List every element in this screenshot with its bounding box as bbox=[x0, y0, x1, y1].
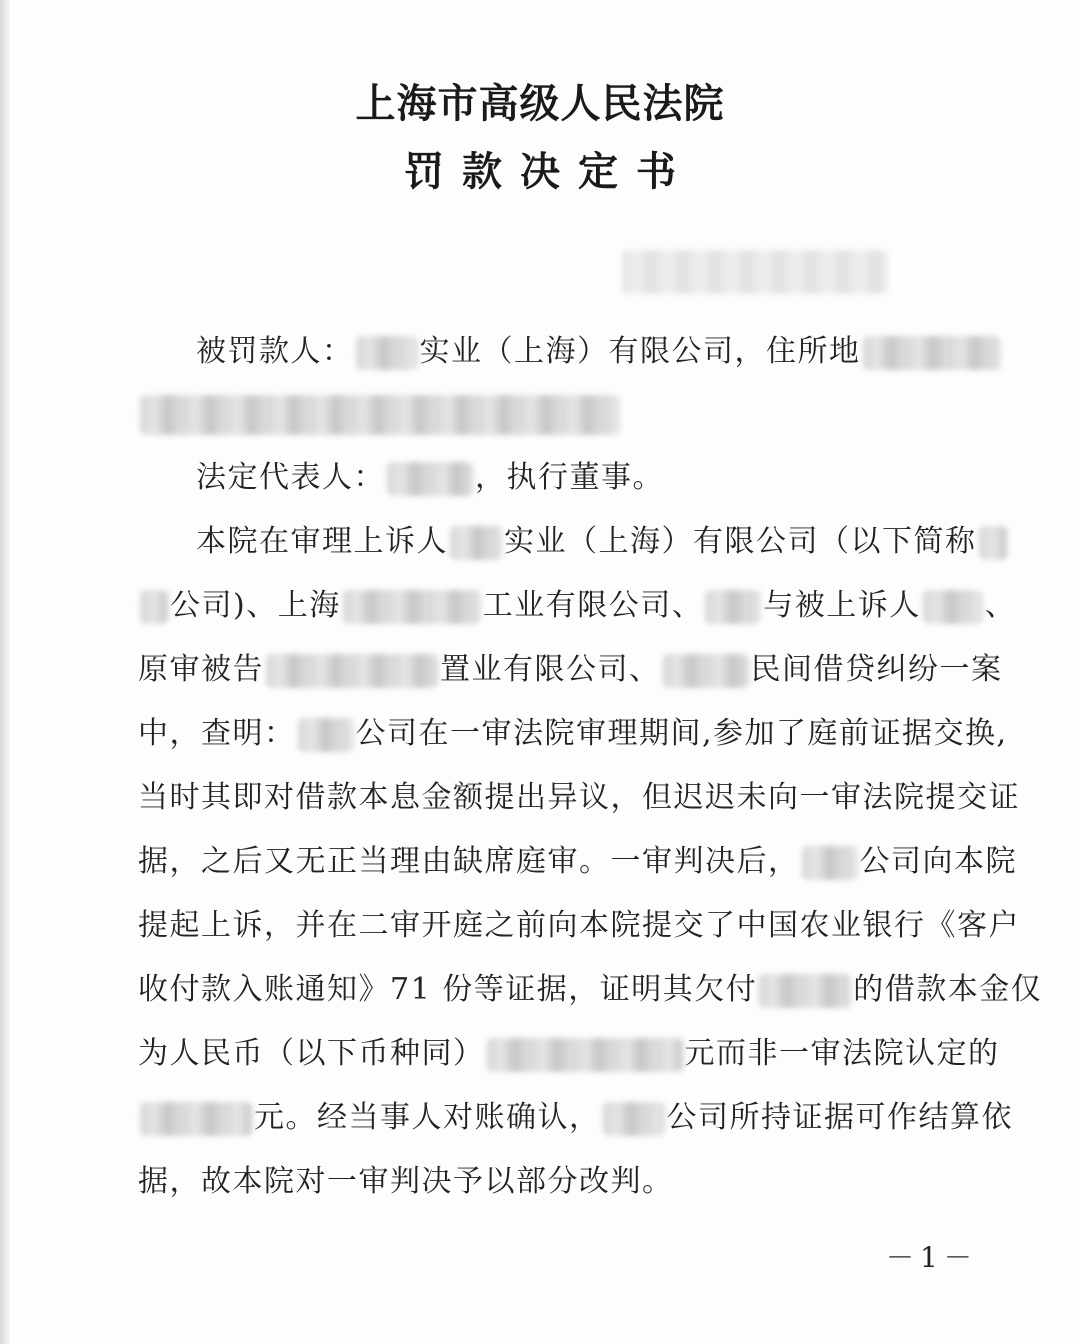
redacted-text bbox=[140, 395, 620, 435]
redacted-text bbox=[450, 526, 502, 560]
redacted-text bbox=[487, 1038, 683, 1072]
text-segment: 提起上诉，并在二审开庭之前向本院提交了中国农业银行《客户 bbox=[138, 908, 1020, 943]
body-line bbox=[138, 904, 1020, 948]
text-segment: 实业（上海）有限公司（以下简称 bbox=[504, 524, 977, 559]
text-segment: 中，查明： bbox=[138, 716, 296, 751]
body-line bbox=[138, 712, 1008, 756]
body-line bbox=[138, 840, 1017, 884]
line-penalized-party bbox=[196, 330, 956, 374]
text-segment: 收付款入账通知》71 份等证据，证明其欠付 bbox=[138, 972, 758, 1007]
body-line bbox=[138, 968, 1043, 1012]
line-legal-representative bbox=[196, 456, 956, 500]
redacted-text bbox=[663, 654, 749, 688]
redacted-text bbox=[863, 336, 1001, 370]
redacted-text bbox=[387, 462, 473, 496]
text-segment: 原审被告 bbox=[138, 652, 264, 687]
body-line bbox=[138, 648, 1003, 692]
page-number: －1－ bbox=[886, 1241, 978, 1274]
redacted-text bbox=[705, 590, 761, 624]
text-segment: ，执行董事。 bbox=[475, 460, 664, 495]
text-segment: 为人民币（以下币种同） bbox=[138, 1036, 485, 1071]
redacted-text bbox=[140, 590, 168, 624]
redacted-text bbox=[298, 718, 354, 752]
text-segment: 当时其即对借款本息金额提出异议，但迟迟未向一审法院提交证 bbox=[138, 780, 1020, 815]
body-line bbox=[138, 1096, 1013, 1140]
redacted-text bbox=[356, 336, 418, 370]
body-line bbox=[196, 520, 977, 564]
text-segment: 工业有限公司、 bbox=[482, 588, 704, 623]
redacted-text bbox=[140, 1102, 252, 1136]
text-segment: 被罚款人： bbox=[196, 334, 354, 369]
line-address-redacted bbox=[138, 392, 958, 436]
redacted-text bbox=[266, 654, 438, 688]
text-segment: 民间借贷纠纷一案 bbox=[750, 652, 1003, 687]
text-segment: 公司向本院 bbox=[859, 844, 1017, 879]
redacted-text bbox=[979, 526, 1007, 560]
redacted-text bbox=[923, 590, 983, 624]
text-segment: 公司)、上海 bbox=[170, 588, 341, 623]
text-segment: 公司所持证据可作结算依 bbox=[666, 1100, 1013, 1135]
redacted-text bbox=[759, 974, 851, 1008]
text-segment: 置业有限公司、 bbox=[440, 652, 661, 687]
page-binding-edge bbox=[0, 0, 10, 1344]
body-line bbox=[138, 1032, 1000, 1076]
text-segment: 元而非一审法院认定的 bbox=[684, 1036, 1000, 1071]
text-segment: 与被上诉人 bbox=[763, 588, 921, 623]
text-segment: 的借款本金仅 bbox=[853, 972, 1043, 1007]
document-title: 罚款决定书 bbox=[404, 148, 694, 195]
body-line bbox=[138, 776, 1020, 820]
text-segment: 元。经当事人对账确认， bbox=[254, 1100, 601, 1135]
text-segment: 据，故本院对一审判决予以部分改判。 bbox=[138, 1164, 674, 1199]
text-segment: 本院在审理上诉人 bbox=[196, 524, 448, 559]
text-segment: 公司在一审法院审理期间,参加了庭前证据交换, bbox=[355, 716, 1008, 751]
redacted-case-number bbox=[620, 250, 890, 300]
text-segment: 、 bbox=[984, 588, 1017, 623]
redacted-text bbox=[343, 590, 481, 624]
court-name: 上海市高级人民法院 bbox=[355, 80, 725, 127]
redacted-text bbox=[802, 846, 858, 880]
text-segment: 法定代表人： bbox=[196, 460, 385, 495]
redacted-text bbox=[603, 1102, 665, 1136]
body-line bbox=[138, 1160, 958, 1204]
body-line bbox=[138, 584, 1017, 628]
text-segment: 据，之后又无正当理由缺席庭审。一审判决后， bbox=[138, 844, 800, 879]
text-segment: 实业（上海）有限公司，住所地 bbox=[419, 334, 861, 369]
